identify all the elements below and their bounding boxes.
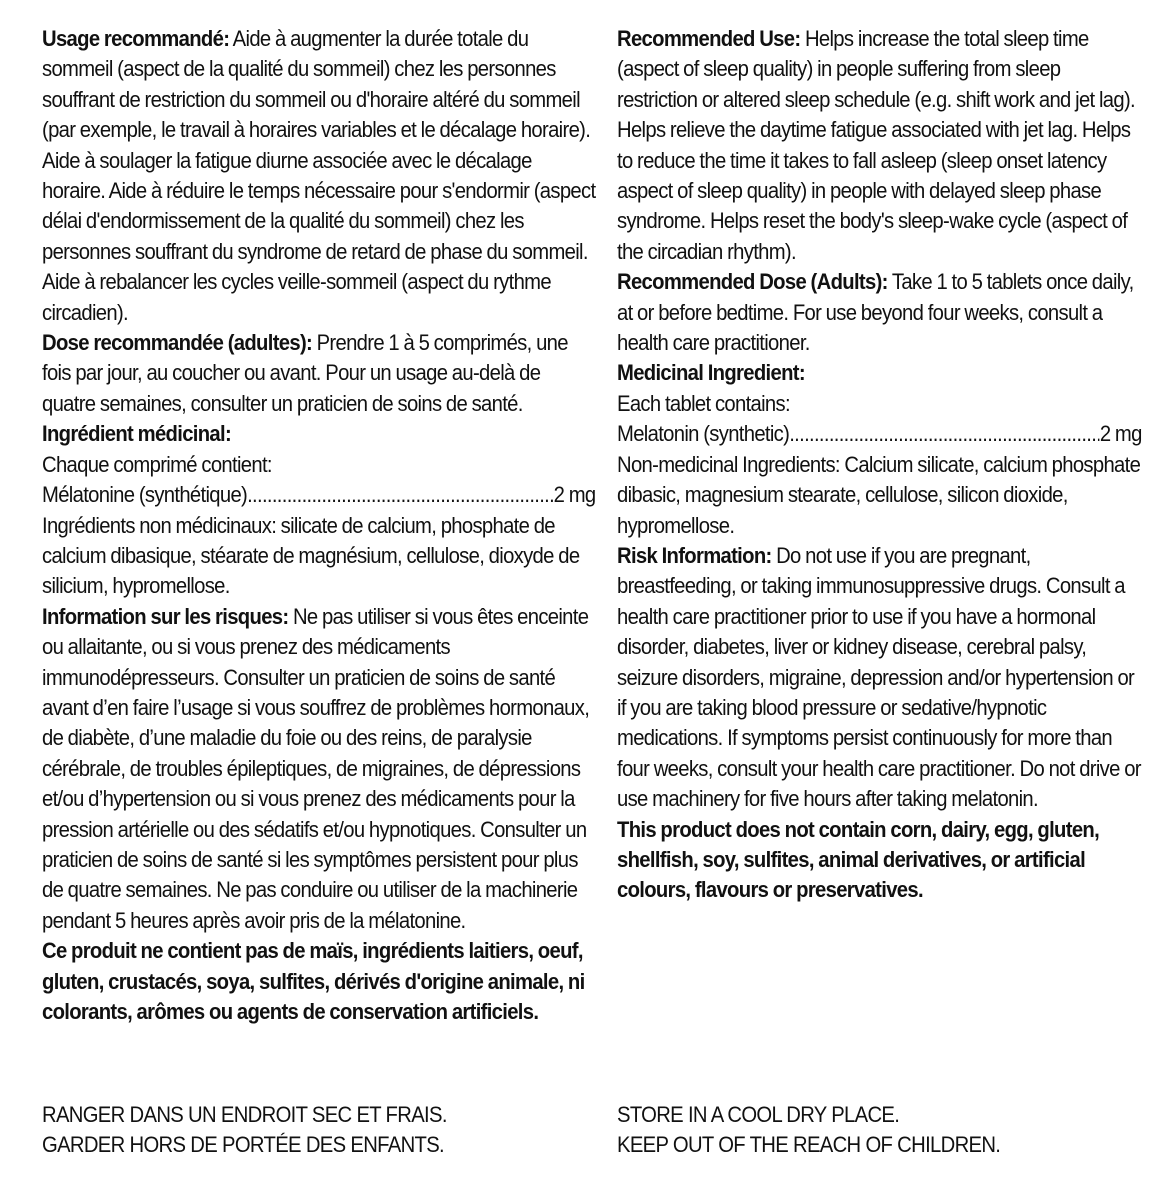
en-ingredient-section	[617, 358, 1142, 540]
fr-ingredient-section	[42, 419, 596, 601]
en-ingredient-each: Each tablet contains:	[617, 390, 790, 416]
en-non-medicinal: Non-medicinal Ingredients: Calcium silicate, calcium phosphate dibasic, magnesium stearate, cellulose, silicon dioxide, hypromellose.	[617, 451, 1141, 538]
fr-usage-text: Aide à augmenter la durée totale du sommeil (aspect de la qualité du sommeil) chez les personnes souffrant de restriction du sommeil ou d'horaire altéré du sommeil (par exemple, le travail à horaires variables et le décalage horaire). Aide à soulager la fatigue diurne associée avec le décalage horaire. Aide à réduire le temps nécessaire pour s'endormir (aspect délai d'endormissement de la qualité du sommeil) chez les personnes souffrant du syndrome de retard de phase du sommeil. Aide à rebalancer les cycles veille-sommeil (aspect du rythme circadien).	[42, 26, 596, 325]
en-ingredient-row	[617, 419, 1142, 449]
en-risk-title: Risk Information:	[617, 542, 772, 568]
en-dose-text: Take 1 to 5 tablets once daily, at or before bedtime. For use beyond four weeks, consult a health care practitioner.	[617, 269, 1134, 356]
en-dose-section	[617, 267, 1142, 358]
fr-risk-title: Information sur les risques:	[42, 603, 289, 629]
english-column	[617, 24, 1142, 906]
fr-usage-section	[42, 24, 596, 328]
fr-ingredient-each: Chaque comprimé contient:	[42, 451, 272, 477]
fr-storage-line-2: GARDER HORS DE PORTÉE DES ENFANTS.	[42, 1132, 445, 1158]
fr-storage-block	[42, 1100, 582, 1161]
fr-dose-section	[42, 328, 596, 419]
fr-ingredient-amount: 2 mg	[553, 482, 596, 508]
en-storage-block	[617, 1100, 1157, 1161]
fr-ingredient-title: Ingrédient médicinal:	[42, 421, 232, 447]
en-dose-title: Recommended Dose (Adults):	[617, 269, 888, 295]
en-usage-text: Helps increase the total sleep time (aspect of sleep quality) in people suffering from sleep restriction or altered sleep schedule (e.g. shift work and jet lag). Helps relieve the daytime fatigue associated with jet lag. Helps to reduce the time it takes to fall asleep (sleep onset latency aspect of sleep quality) in people with delayed sleep phase syndrome. Helps reset the body's sleep-wake cycle (aspect of the circadian rhythm).	[617, 26, 1136, 264]
fr-dose-text: Prendre 1 à 5 comprimés, une fois par jour, au coucher ou avant. Pour un usage au-delà de quatre semaines, consulter un praticien de soins de santé.	[42, 330, 568, 416]
en-dot-leader	[789, 419, 1100, 449]
en-usage-title: Recommended Use:	[617, 26, 801, 51]
en-risk-section	[617, 541, 1142, 815]
fr-dot-leader	[247, 480, 554, 510]
en-ingredient-amount: 2 mg	[1099, 421, 1142, 447]
fr-usage-title: Usage recommandé:	[42, 26, 230, 51]
fr-dose-title: Dose recommandée (adultes):	[42, 330, 313, 356]
fr-non-medicinal: Ingrédients non médicinaux: silicate de calcium, phosphate de calcium dibasique, stéarate de magnésium, cellulose, dioxyde de silicium, hypromellose.	[42, 512, 580, 599]
fr-ingredient-name: Mélatonine (synthétique)	[42, 482, 248, 508]
fr-ingredient-row	[42, 480, 596, 510]
fr-risk-section	[42, 602, 596, 936]
en-ingredient-name: Melatonin (synthetic)	[617, 421, 790, 447]
en-ingredient-title: Medicinal Ingredient:	[617, 360, 805, 386]
french-column	[42, 24, 596, 1027]
fr-free-from: Ce produit ne contient pas de maïs, ingrédients laitiers, oeuf, gluten, crustacés, soya, sulfites, dérivés d'origine animale, ni colorants, arômes ou agents de conservation artificiels.	[42, 938, 585, 1024]
en-free-from: This product does not contain corn, dairy, egg, gluten, shellfish, soy, sulfites, animal derivatives, or artificial colours, flavours or preservatives.	[617, 816, 1100, 903]
en-storage-line-2: KEEP OUT OF THE REACH OF CHILDREN.	[617, 1132, 1001, 1158]
fr-storage-line-1: RANGER DANS UN ENDROIT SEC ET FRAIS.	[42, 1102, 447, 1127]
en-usage-section	[617, 24, 1142, 267]
fr-risk-text: Ne pas utiliser si vous êtes enceinte ou allaitante, ou si vous prenez des médicaments immunodépresseurs. Consulter un praticien de soins de santé avant d’en faire l’usage si vous souffrez de problèmes hormonaux, de diabète, d’une maladie du foie ou des reins, de paralysie cérébrale, de troubles épileptiques, de migraines, de dépressions et/ou d’hypertension ou si vous prenez des médicaments pour la pression artérielle ou des sédatifs et/ou hypnotiques. Consulter un praticien de soins de santé si les symptômes persistent pour plus de quatre semaines. Ne pas conduire ou utiliser de la machinerie pendant 5 heures après avoir pris de la mélatonine.	[42, 603, 590, 933]
en-risk-text: Do not use if you are pregnant, breastfeeding, or taking immunosuppressive drugs. Consult a health care practitioner prior to use if you have a hormonal disorder, diabetes, liver or kidney disease, cerebral palsy, seizure disorders, migraine, depression and/or hypertension or if you are taking blood pressure or sedative/hypnotic medications. If symptoms persist continuously for more than four weeks, consult your health care practitioner. Do not drive or use machinery for five hours after taking melatonin.	[617, 542, 1141, 812]
en-storage-line-1: STORE IN A COOL DRY PLACE.	[617, 1102, 900, 1127]
